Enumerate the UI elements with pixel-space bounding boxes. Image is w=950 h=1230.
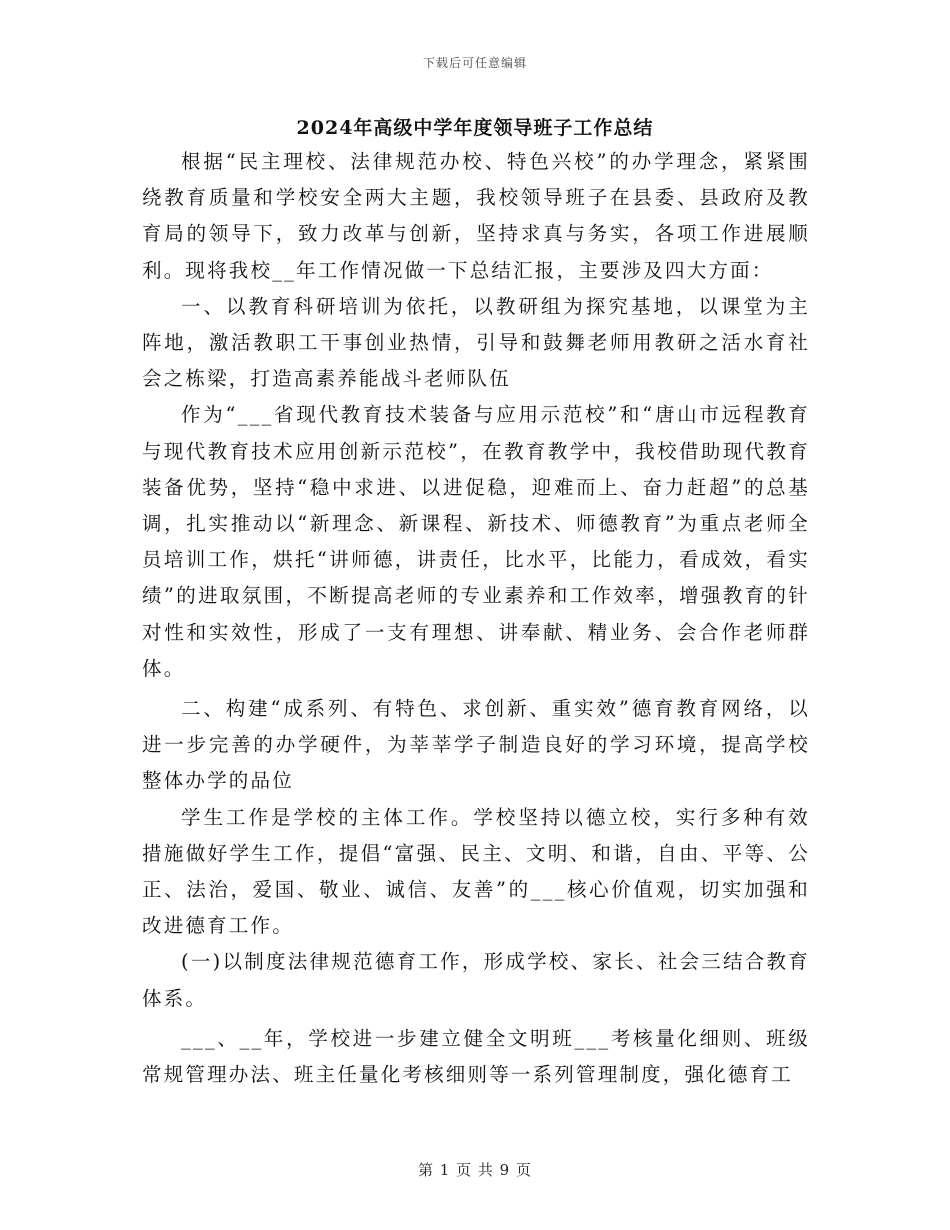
paragraph-intro: 根据“民主理校、法律规范办校、特色兴校”的办学理念，紧紧围绕教育质量和学校安全两大主题，我校领导班子在县委、县政府及教育局的领导下，致力改革与创新，坚持求真与务实，各项工作进展顺利。现将我校__年工作情况做一下总结汇报，主要涉及四大方面： [142,150,810,282]
paragraph-section-1-heading: 一、以教育科研培训为依托，以教研组为探究基地，以课堂为主阵地，激活教职工干事创业热情，引导和鼓舞老师用教研之活水育社会之栋梁，打造高素养能战斗老师队伍 [142,294,810,391]
header-note: 下载后可任意编辑 [422,56,527,70]
paragraph-subsection-1-body: ___、__年，学校进一步建立健全文明班___考核量化细则、班级常规管理办法、班主任量化考核细则等一系列管理制度，强化德育工 [142,1026,810,1087]
paragraph-section-2-heading: 二、构建“成系列、有特色、求创新、重实效”德育教育网络，以进一步完善的办学硬件，为莘莘学子制造良好的学习环境，提高学校整体办学的品位 [142,697,810,793]
paragraph-subsection-1: (一)以制度法律规范德育工作，形成学校、家长、社会三结合教育体系。 [142,950,810,1010]
paragraph-section-2-body: 学生工作是学校的主体工作。学校坚持以德立校，实行多种有效措施做好学生工作，提倡“富强、民主、文明、和谐，自由、平等、公正、法治，爱国、敬业、诚信、友善”的___核心价值观，切实加强和改进德育工作。 [142,805,810,938]
document-body [142,144,810,1093]
page-number: 第 1 页 共 9 页 [418,1161,532,1179]
paragraph-section-1-body: 作为“___省现代教育技术装备与应用示范校”和“唐山市远程教育与现代教育技术应用创新示范校”，在教育教学中，我校借助现代教育装备优势，坚持“稳中求进、以进促稳，迎难而上、奋力赶超”的总基调，扎实推动以“新理念、新课程、新技术、师德教育”为重点老师全员培训工作，烘托“讲师德，讲责任，比水平，比能力，看成效，看实绩”的进取氛围，不断提高老师的专业素养和工作效率，增强教育的针对性和实效性，形成了一支有理想、讲奉献、精业务、会合作老师群体。 [142,403,810,680]
document-title: 2024年高级中学年度领导班子工作总结 [296,117,654,139]
